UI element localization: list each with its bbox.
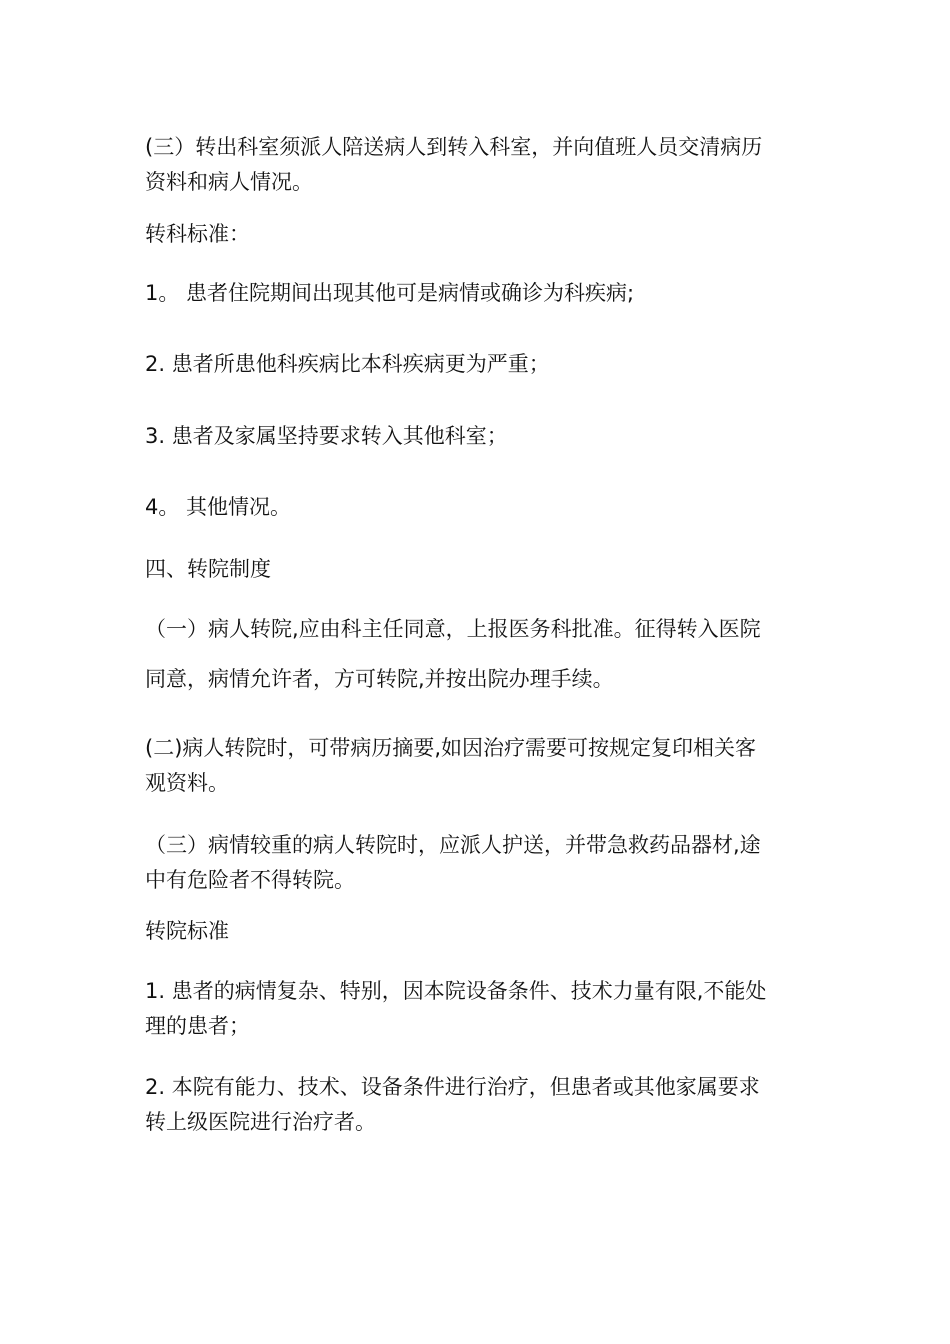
text-line: 同意，病情允许者，方可转院,并按出院办理手续。 (145, 667, 614, 691)
list-item-criteria-1 (145, 276, 810, 311)
text-line: 1。 患者住院期间出现其他可是病情或确诊为科疾病; (145, 281, 635, 305)
text-line: 转上级医院进行治疗者。 (145, 1110, 376, 1134)
list-item-hospital-criteria-2 (145, 1070, 810, 1140)
text-line: （三）病情较重的病人转院时，应派人护送，并带急救药品器材,途 (145, 833, 761, 857)
text-line: 1. 患者的病情复杂、特别，因本院设备条件、技术力量有限,不能处 (145, 979, 767, 1003)
heading-department-transfer-criteria (145, 217, 810, 252)
heading-hospital-transfer-criteria (145, 914, 810, 949)
text-line: 4。 其他情况。 (145, 495, 292, 519)
list-item-criteria-2 (145, 347, 810, 382)
text-line: 2. 患者所患他科疾病比本科疾病更为严重； (145, 352, 550, 376)
text-line: (二)病人转院时，可带病历摘要,如因治疗需要可按规定复印相关客 (145, 736, 757, 760)
text-line: 转院标准 (145, 919, 229, 943)
paragraph-medical-record-summary (145, 731, 810, 801)
list-item-hospital-criteria-1 (145, 974, 810, 1044)
text-line: 资料和病人情况。 (145, 170, 313, 194)
text-line: 转科标准： (145, 222, 250, 246)
list-item-criteria-3 (145, 419, 810, 454)
text-line: 3. 患者及家属坚持要求转入其他科室； (145, 424, 508, 448)
text-line: 中有危险者不得转院。 (145, 868, 355, 892)
paragraph-transfer-escort (145, 130, 810, 200)
text-line: （一）病人转院,应由科主任同意，上报医务科批准。征得转入医院 (145, 617, 761, 641)
text-line: 四、转院制度 (145, 557, 271, 581)
paragraph-transfer-approval (145, 604, 810, 704)
text-line: 理的患者； (145, 1014, 250, 1038)
list-item-criteria-4 (145, 490, 810, 525)
text-line: 2. 本院有能力、技术、设备条件进行治疗，但患者或其他家属要求 (145, 1075, 760, 1099)
paragraph-severe-patient-escort (145, 828, 810, 898)
text-line: (三）转出科室须派人陪送病人到转入科室，并向值班人员交清病历 (145, 135, 763, 159)
text-line: 观资料。 (145, 771, 229, 795)
section-heading-hospital-transfer (145, 552, 810, 587)
